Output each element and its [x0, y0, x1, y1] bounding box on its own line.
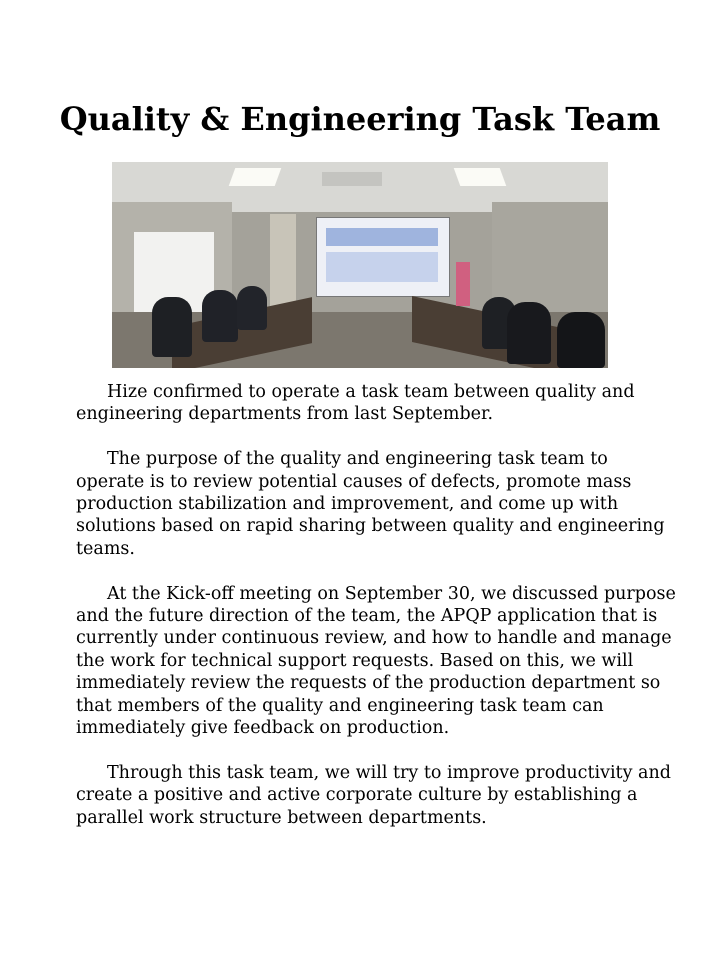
meeting-room-photo [112, 162, 608, 368]
paragraph: Hize confirmed to operate a task team between quality and engineering departments from last September. [76, 382, 635, 425]
paragraph: Through this task team, we will try to improve productivity and create a positive and active corporate culture by establishing a parallel work structure between departments. [76, 762, 671, 828]
paragraph: At the Kick-off meeting on September 30, we discussed purpose and the future direction of the team, the APQP application that is currently under continuous review, and how to handle and manage the work for technical support requests. Based on this, we will immediately review the requests of the production department so that members of the quality and engineering task team can immediately give feedback on production. [76, 583, 676, 739]
paragraph: The purpose of the quality and engineering task team to operate is to review potential causes of defects, promote mass production stabilization and improvement, and come up with solutions based on rapid sharing between quality and engineering teams. [76, 449, 665, 559]
article-body [76, 381, 676, 851]
page-title: Quality & Engineering Task Team [59, 100, 661, 138]
